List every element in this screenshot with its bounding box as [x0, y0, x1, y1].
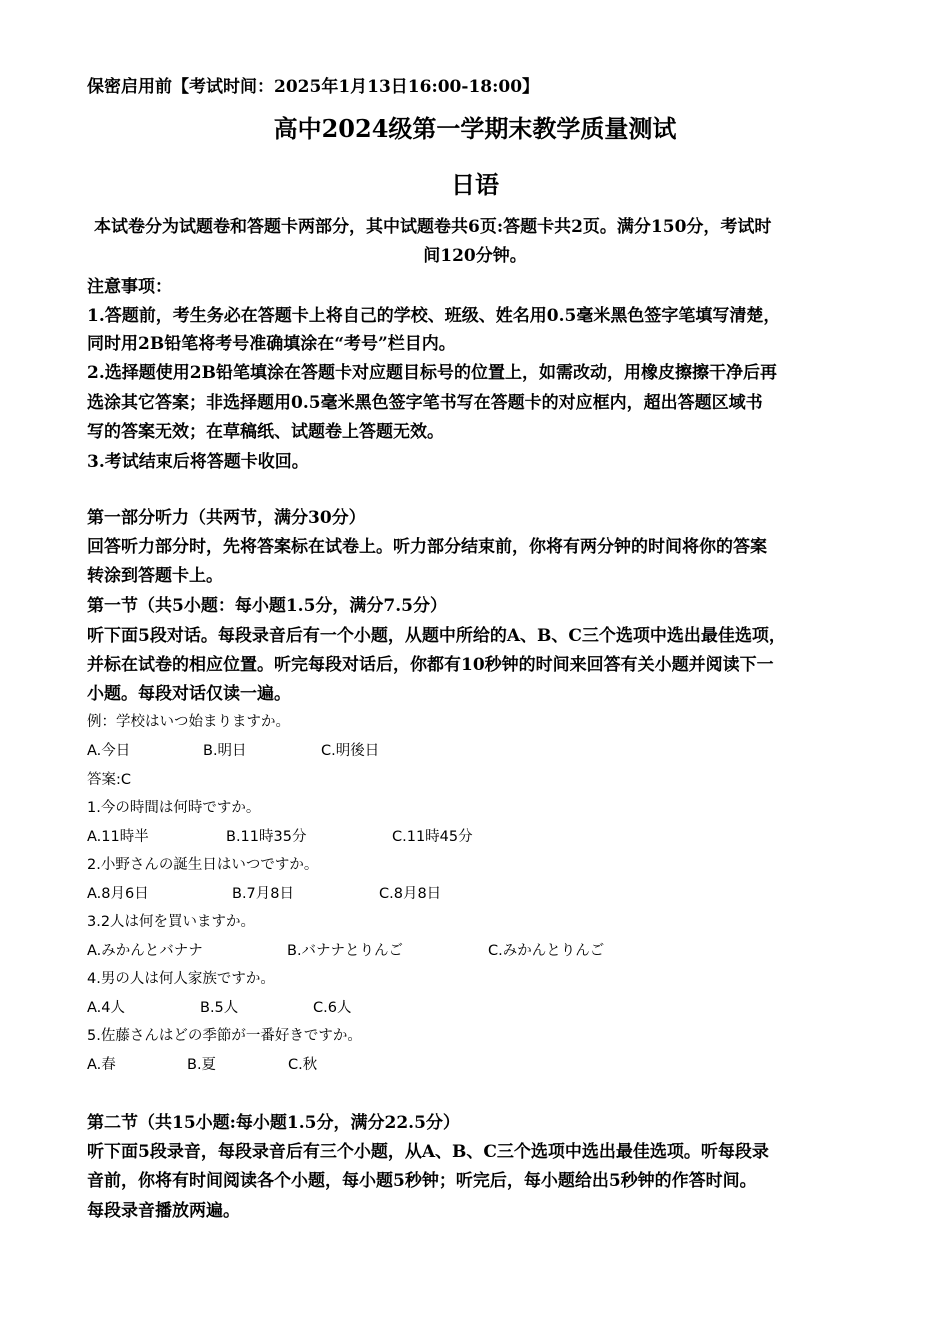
- notes-line: 2.选择题使用2B铅笔填涂在答题卡对应题目标号的位置上，如需改动，用橡皮擦擦干净后再: [87, 363, 777, 383]
- notes-heading: 注意事项：: [87, 277, 172, 297]
- notes-line: 1.答题前，考生务必在答题卡上将自己的学校、班级、姓名用0.5毫米黑色签字笔填写清楚，: [87, 306, 781, 326]
- option-a: A.みかんとバナナ: [87, 943, 203, 959]
- option-b: B.バナナとりんご: [287, 943, 404, 959]
- question-2: 2.小野さんの誕生日はいつですか。: [87, 857, 319, 873]
- option-a: A.8月6日: [87, 886, 149, 902]
- example-answer: 答案:C: [87, 772, 132, 788]
- section1-desc-line: 听下面5段对话。每段录音后有一个小题，从题中所给的A、B、C三个选项中选出最佳选项，: [87, 626, 786, 646]
- section1-heading: 第一节（共5小题：每小题1.5分，满分7.5分）: [87, 596, 447, 616]
- question-3: 3.2人は何を買いますか。: [87, 914, 256, 930]
- option-a: A.春: [87, 1057, 116, 1073]
- option-b: B.夏: [187, 1057, 217, 1073]
- subject-title: 日语: [451, 170, 499, 199]
- part1-desc-line: 回答听力部分时，先将答案标在试卷上。听力部分结束前，你将有两分钟的时间将你的答案: [87, 537, 767, 557]
- option-c: C.6人: [313, 1000, 352, 1016]
- notes-line: 写的答案无效；在草稿纸、试题卷上答题无效。: [87, 422, 444, 442]
- notes-line: 选涂其它答案；非选择题用0.5毫米黑色签字笔书写在答题卡的对应框内，超出答题区域书: [87, 393, 763, 413]
- section2-heading: 第二节（共15小题:每小题1.5分，满分22.5分）: [87, 1113, 460, 1133]
- option-b: B.5人: [200, 1000, 239, 1016]
- option-c: C.8月8日: [379, 886, 442, 902]
- option-a: A.今日: [87, 743, 131, 759]
- exam-title: 高中2024级第一学期末教学质量测试: [273, 114, 677, 143]
- option-c: C.みかんとりんご: [488, 943, 605, 959]
- question-4: 4.男の人は何人家族ですか。: [87, 971, 275, 987]
- option-b: B.明日: [203, 743, 247, 759]
- option-b: B.11時35分: [226, 829, 307, 845]
- option-a: A.4人: [87, 1000, 125, 1016]
- section1-desc-line: 小题。每段对话仅读一遍。: [87, 684, 291, 704]
- section1-desc-line: 并标在试卷的相应位置。听完每段对话后，你都有10秒钟的时间来回答有关小题并阅读下一: [87, 655, 774, 675]
- option-a: A.11時半: [87, 829, 149, 845]
- question-5: 5.佐藤さんはどの季節が一番好きですか。: [87, 1028, 362, 1044]
- part1-desc-line: 转涂到答题卡上。: [87, 566, 223, 586]
- intro-line-1: 本试卷分为试题卷和答题卡两部分，其中试题卷共6页:答题卡共2页。满分150分，考试时: [94, 217, 772, 237]
- option-c: C.秋: [288, 1057, 318, 1073]
- part1-heading: 第一部分听力（共两节，满分30分）: [87, 508, 366, 528]
- confidential-header: 保密启用前【考试时间：2025年1月13日16:00-18:00】: [87, 77, 540, 97]
- example-question: 例：学校はいつ始まりますか。: [87, 714, 290, 730]
- section2-desc-line: 听下面5段录音，每段录音后有三个小题，从A、B、C三个选项中选出最佳选项。听每段录: [87, 1142, 769, 1162]
- question-1: 1.今の時間は何時ですか。: [87, 800, 261, 816]
- option-c: C.11時45分: [392, 829, 473, 845]
- section2-desc-line: 音前，你将有时间阅读各个小题，每小题5秒钟；听完后，每小题给出5秒钟的作答时间。: [87, 1171, 757, 1191]
- intro-line-2: 间120分钟。: [423, 246, 527, 266]
- notes-line: 3.考试结束后将答题卡收回。: [87, 452, 309, 472]
- notes-line: 同时用2B铅笔将考号准确填涂在“考号”栏目内。: [87, 334, 456, 354]
- section2-desc-line: 每段录音播放两遍。: [87, 1201, 240, 1221]
- option-b: B.7月8日: [232, 886, 295, 902]
- option-c: C.明後日: [321, 743, 380, 759]
